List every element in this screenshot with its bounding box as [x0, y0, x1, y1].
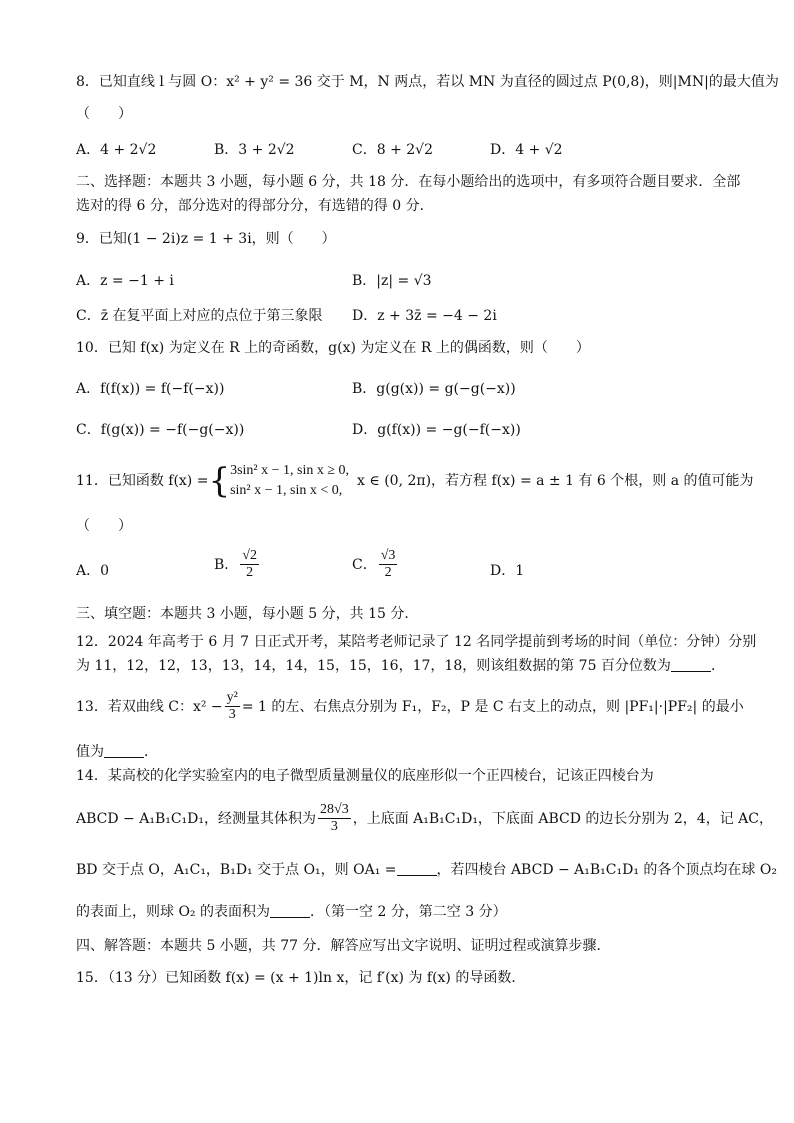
q14-line4-a: 的表面上，则球 O₂ 的表面积为	[76, 904, 270, 920]
q14-line4-b: ．（第一空 2 分，第二空 3 分）	[310, 904, 507, 920]
section2-line1: 二、选择题：本题共 3 小题，每小题 6 分，共 18 分．在每小题给出的选项中，有多项符合题目要求．全部	[76, 174, 741, 190]
q13-lead: 13．若双曲线 C：x² −	[76, 698, 223, 715]
q11-option-c-num: √3	[380, 548, 396, 563]
q8-paren: （ ）	[76, 106, 132, 122]
q14-line3	[76, 860, 777, 880]
q12-line2	[76, 656, 725, 676]
q11-paren: （ ）	[76, 518, 132, 534]
q13-answer-blank[interactable]	[104, 743, 144, 758]
q13-frac-den: 3	[228, 707, 236, 722]
q14-answer-blank-1[interactable]	[397, 861, 437, 876]
q11-piece2: sin² x − 1, sin x < 0,	[230, 483, 343, 498]
q9-option-c: C．z̄ 在复平面上对应的点位于第三象限	[76, 308, 323, 324]
q8-option-c: C．8 + 2√2	[352, 142, 433, 158]
q11-option-b-frac	[240, 548, 259, 581]
q11-option-b-den: 2	[246, 565, 254, 580]
q14-answer-blank-2[interactable]	[270, 903, 310, 918]
q12-line2-text: 为 11，12，12，13，13，14，14，15，15，16，17，18，则该组数据的第 75 百分位数为	[76, 658, 671, 674]
q11-option-c-label: C．	[352, 556, 377, 573]
q14-line3-b: ，若四棱台 ABCD − A₁B₁C₁D₁ 的各个顶点均在球 O₂	[436, 862, 777, 878]
section4-heading: 四、解答题：本题共 5 小题，共 77 分．解答应写出文字说明、证明过程或演算步骤．	[76, 938, 611, 954]
q13-line2-text: 值为	[76, 744, 104, 760]
q13-frac	[225, 690, 240, 723]
q12-line1: 12．2024 年高考于 6 月 7 日正式开考，某陪考老师记录了 12 名同学提前到考场的时间（单位：分钟）分别	[76, 634, 757, 650]
section2-line2: 选对的得 6 分，部分选对的得部分分，有选错的得 0 分．	[76, 198, 434, 214]
q13-end: ．	[144, 744, 158, 760]
q11-option-d: D．1	[490, 563, 525, 579]
q10-option-a: A．f(f(x)) = f(−f(−x))	[76, 381, 225, 397]
q11-piecewise	[230, 461, 349, 501]
q14-line2-b: ，上底面 A₁B₁C₁D₁，下底面 ABCD 的边长分别为 2，4，记 AC，	[352, 810, 773, 827]
q13-tail: = 1 的左、右焦点分别为 F₁，F₂，P 是 C 右支上的动点，则 |PF₁|·|PF₂| 的最小	[241, 698, 744, 715]
q8-stem: 8．已知直线 l 与圆 O：x² + y² = 36 交于 M，N 两点，若以 MN 为直径的圆过点 P(0,8)，则|MN|的最大值为	[76, 74, 779, 90]
q14-line3-a: BD 交于点 O，A₁C₁，B₁D₁ 交于点 O₁，则 OA₁ =	[76, 862, 397, 878]
q14-frac-num: 28√3	[320, 802, 349, 817]
q11-option-b-label: B．	[214, 556, 239, 573]
q10-option-c: C．f(g(x)) = −f(−g(−x))	[76, 422, 245, 438]
q9-option-a: A．z = −1 + i	[76, 273, 174, 289]
q11-lead: 11．已知函数 f(x) =	[76, 473, 209, 489]
q11-brace: {	[208, 461, 231, 501]
q11-option-b	[214, 548, 261, 581]
q14-line1: 14．某高校的化学实验室内的电子微型质量测量仪的底座形似一个正四棱台，记该正四棱台为	[76, 768, 654, 784]
q11-option-a: A．0	[76, 563, 110, 579]
q13-line1	[76, 690, 744, 723]
q11-option-c	[352, 548, 399, 581]
q11-option-b-num: √2	[242, 548, 257, 563]
q9-stem: 9．已知(1 − 2i)z = 1 + 3i，则（ ）	[76, 231, 336, 247]
q11-option-c-den: 2	[384, 565, 392, 580]
q15-stem: 15．（13 分）已知函数 f(x) = (x + 1)ln x，记 f′(x) 为 f(x) 的导函数．	[76, 970, 526, 986]
q9-option-d: D．z + 3z̄ = −4 − 2i	[352, 308, 497, 324]
q11-option-c-frac	[379, 548, 398, 581]
q11-piece1: 3sin² x − 1, sin x ≥ 0,	[230, 463, 350, 478]
q10-stem: 10．已知 f(x) 为定义在 R 上的奇函数，g(x) 为定义在 R 上的偶函数，则（ ）	[76, 340, 590, 356]
q14-line4	[76, 902, 507, 922]
q14-volume-frac	[318, 802, 351, 835]
q10-option-b: B．g(g(x)) = g(−g(−x))	[352, 381, 516, 397]
q8-option-b: B．3 + 2√2	[214, 142, 295, 158]
section3-heading: 三、填空题：本题共 3 小题，每小题 5 分，共 15 分．	[76, 606, 419, 622]
q10-option-d: D．g(f(x)) = −g(−f(−x))	[352, 422, 521, 438]
q13-line2	[76, 742, 158, 762]
q12-answer-blank[interactable]	[671, 657, 711, 672]
q8-option-a: A．4 + 2√2	[76, 142, 157, 158]
q14-frac-den: 3	[330, 819, 338, 834]
q14-line2	[76, 802, 773, 835]
q13-frac-num: y²	[226, 690, 238, 705]
q12-end: ．	[710, 658, 725, 674]
q11-stem	[76, 458, 754, 504]
q9-option-b: B．|z| = √3	[352, 273, 432, 289]
q14-line2-a: ABCD − A₁B₁C₁D₁，经测量其体积为	[76, 810, 317, 827]
q11-tail: x ∈ (0, 2π)，若方程 f(x) = a ± 1 有 6 个根，则 a 的值可能为	[357, 473, 754, 489]
q8-option-d: D．4 + √2	[490, 142, 563, 158]
